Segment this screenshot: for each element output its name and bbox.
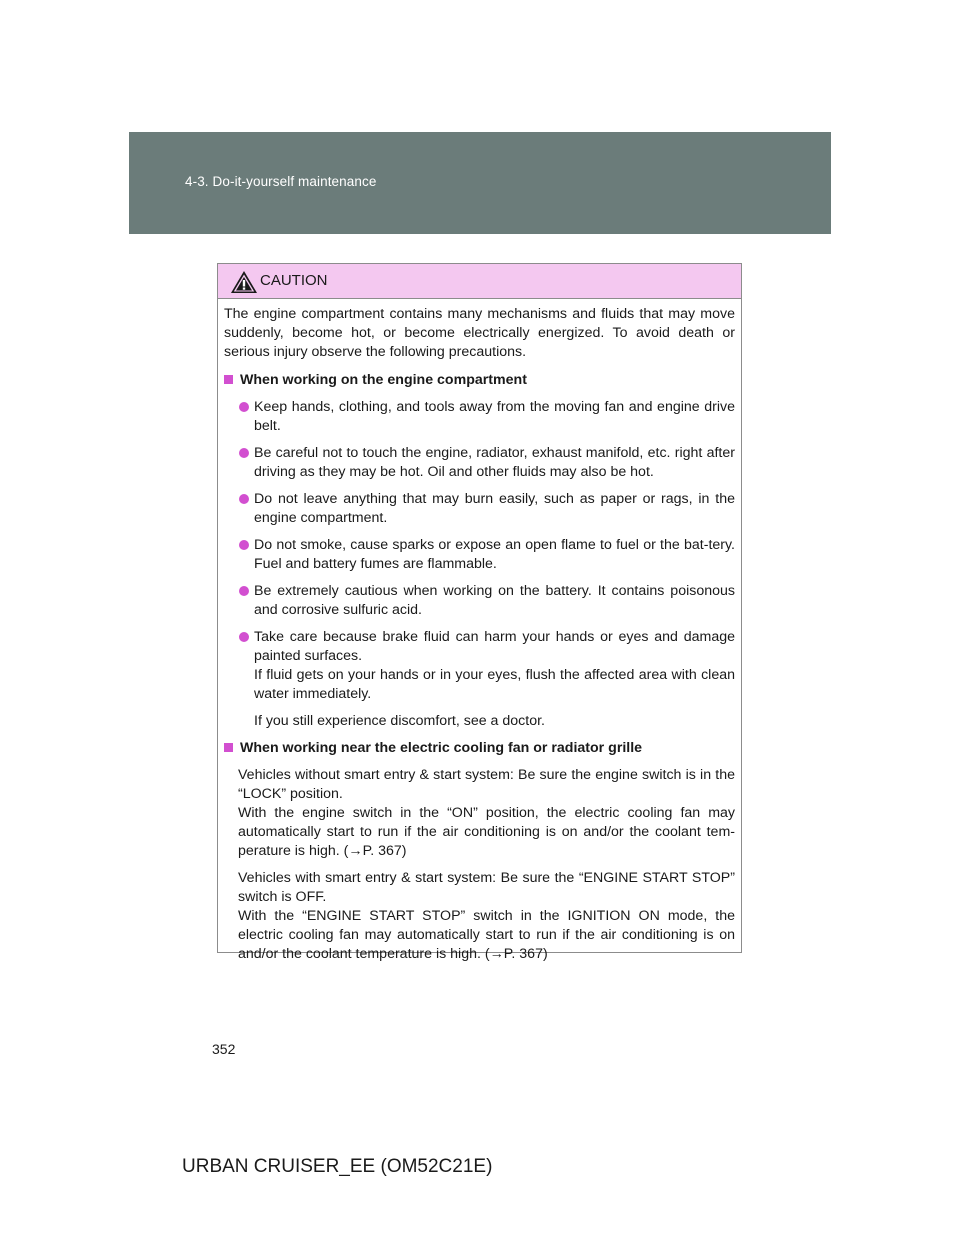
- paragraph: With the engine switch in the “ON” position, the electric cooling fan may automatically start to run if the air conditioning is on and/or the coolant tem-perature is high. (→P. 367): [238, 805, 735, 859]
- header-band: [129, 132, 831, 234]
- list-item-text: Be extremely cautious when working on the battery. It contains poisonous and corrosive sulfuric acid.: [254, 583, 735, 618]
- list-item: [224, 398, 735, 436]
- paragraph: Vehicles without smart entry & start system: Be sure the engine switch is in the “LOCK” position.: [238, 767, 735, 802]
- list-item: [224, 444, 735, 482]
- brake-fluid-note: If fluid gets on your hands or in your eyes, flush the affected area with clean water immediately.: [254, 667, 735, 702]
- document-id: URBAN CRUISER_EE (OM52C21E): [182, 1156, 493, 1177]
- paragraph: With the “ENGINE START STOP” switch in the IGNITION ON mode, the electric cooling fan may automatically start to run if the air conditioning is on and/or the coolant temperature is high. (→P. 367): [238, 908, 735, 962]
- section-heading-text: When working near the electric cooling fan or radiator grille: [240, 740, 643, 756]
- list-item: [224, 536, 735, 574]
- caution-label: CAUTION: [260, 272, 328, 289]
- list-item-text: Do not leave anything that may burn easily, such as paper or rags, in the engine compartment.: [254, 491, 735, 526]
- caution-body: [218, 299, 741, 964]
- page-number: 352: [212, 1041, 236, 1057]
- list-item-text: Take care because brake fluid can harm your hands or eyes and damage painted surfaces.: [254, 629, 735, 664]
- list-item: [224, 628, 735, 666]
- dot-bullet-icon: [239, 540, 249, 550]
- doctor-note: If you still experience discomfort, see a doctor.: [254, 713, 545, 729]
- dot-bullet-icon: [239, 632, 249, 642]
- dot-bullet-icon: [239, 402, 249, 412]
- list-item: [224, 582, 735, 620]
- dot-bullet-icon: [239, 494, 249, 504]
- dot-bullet-icon: [239, 586, 249, 596]
- square-bullet-icon: [224, 375, 233, 384]
- square-bullet-icon: [224, 743, 233, 752]
- list-item: [224, 490, 735, 528]
- caution-intro: The engine compartment contains many mechanisms and fluids that may move suddenly, become hot, or become electrically energized. To avoid death or serious injury observe the following precautions.: [224, 306, 735, 360]
- dot-bullet-icon: [239, 448, 249, 458]
- list-item-text: Keep hands, clothing, and tools away from the moving fan and engine drive belt.: [254, 399, 735, 434]
- list-item-text: Do not smoke, cause sparks or expose an open flame to fuel or the bat-tery. Fuel and battery fumes are flammable.: [254, 537, 735, 572]
- caution-box: [217, 263, 742, 962]
- section-heading: [224, 371, 735, 390]
- section-title: 4-3. Do-it-yourself maintenance: [185, 174, 377, 189]
- section-heading-text: When working on the engine compartment: [240, 372, 527, 388]
- paragraph: Vehicles with smart entry & start system: Be sure the “ENGINE START STOP” switch is OFF.: [238, 870, 735, 905]
- caution-header: [218, 264, 741, 299]
- list-item-text: Be careful not to touch the engine, radiator, exhaust manifold, etc. right after driving as they may be hot. Oil and other fluids may also be hot.: [254, 445, 735, 480]
- warning-triangle-icon: [230, 270, 258, 294]
- section-heading: [224, 739, 735, 758]
